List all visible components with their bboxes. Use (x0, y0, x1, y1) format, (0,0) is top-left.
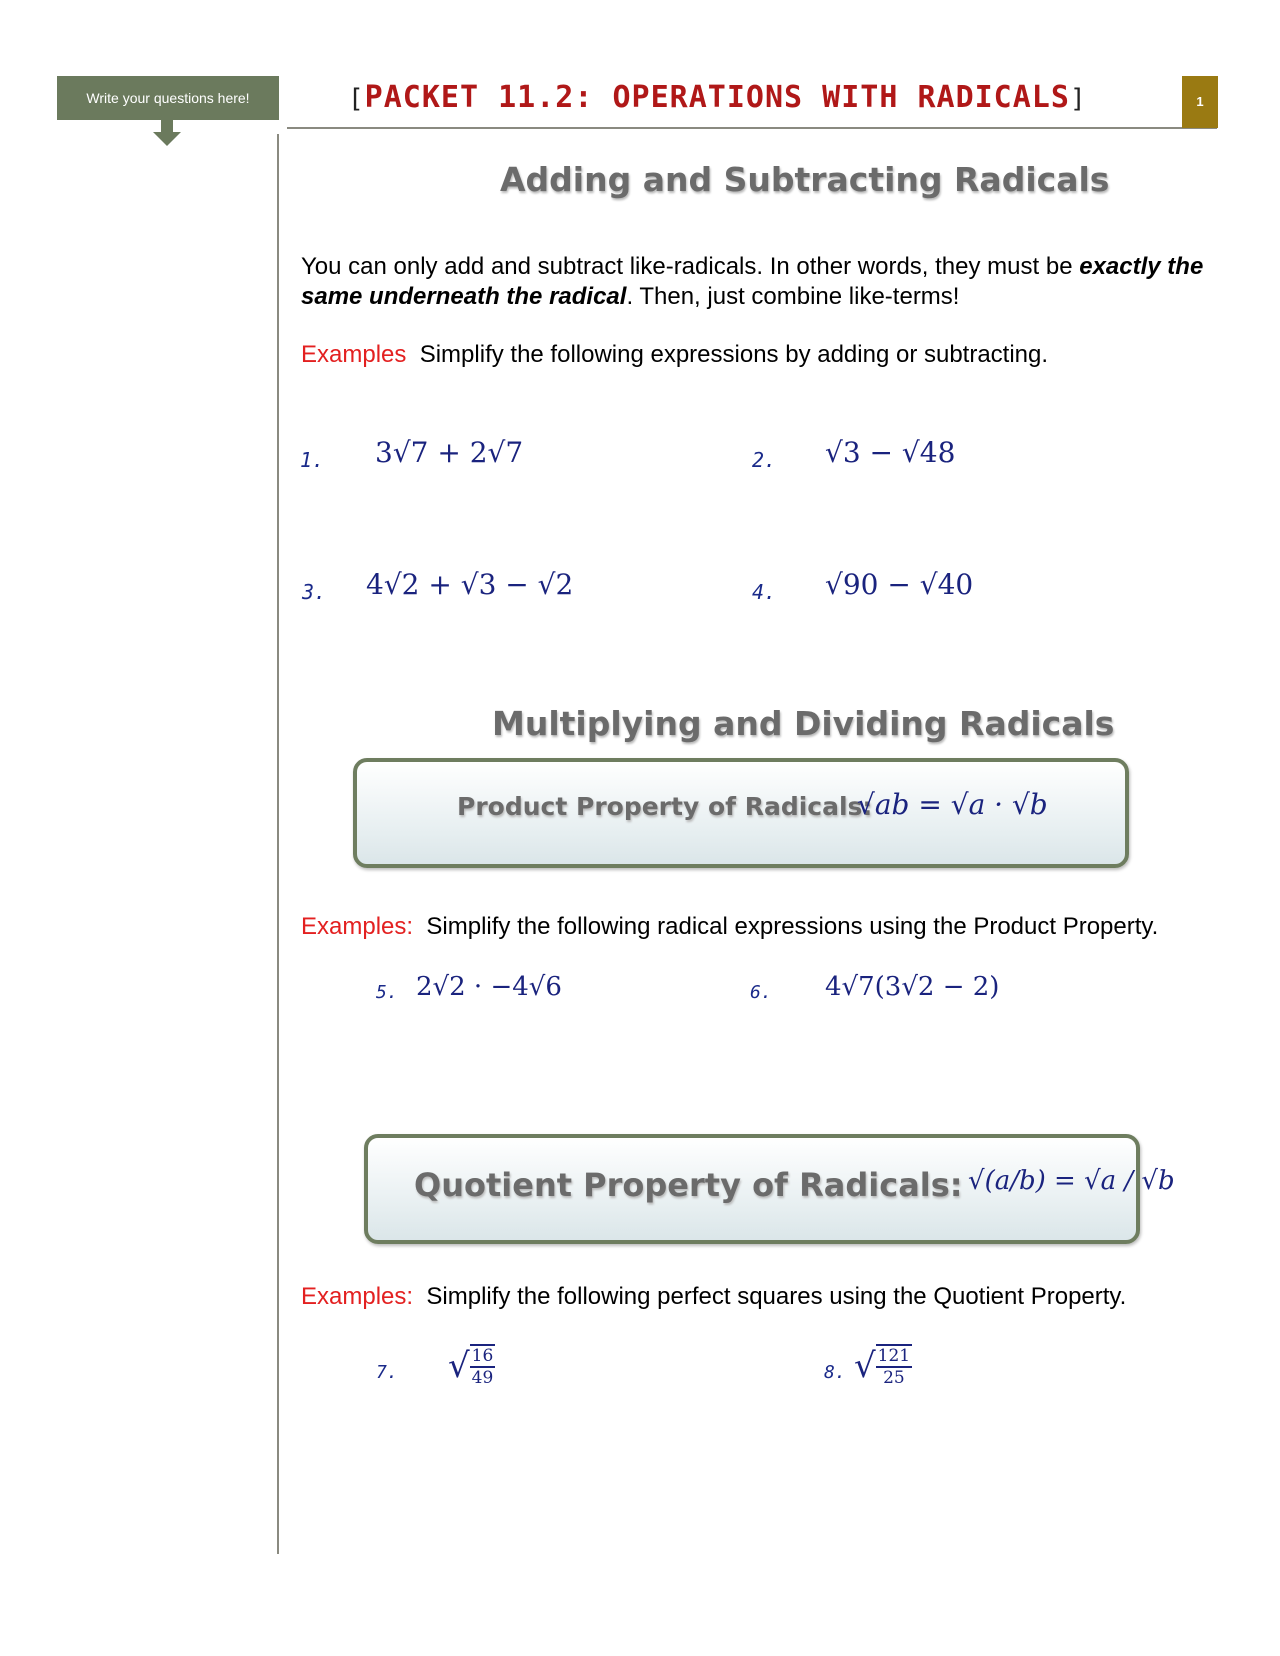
problem-1-expression: 3√7 + 2√7 (375, 436, 524, 469)
problem-3-number: 3. (302, 580, 327, 604)
problem-3-expression: 4√2 + √3 − √2 (366, 568, 574, 601)
examples-line-3: Examples: Simplify the following perfect squares using the Quotient Property. (301, 1283, 1127, 1310)
radical-sign-7: √ (448, 1346, 470, 1386)
heading-multiplying-dividing: Multiplying and Dividing Radicals (492, 704, 1115, 743)
packet-title-text: PACKET 11.2: OPERATIONS WITH RADICALS (364, 80, 1070, 115)
problem-1-number: 1. (300, 448, 325, 472)
problem-8-expression (854, 1344, 912, 1388)
intro-emphasis: exactly the same underneath the radical (301, 253, 1204, 310)
margin-rule (277, 134, 279, 1554)
problem-5-expression: 2√2 · −4√6 (416, 972, 562, 1002)
examples-label-3: Examples: (301, 1283, 414, 1310)
quotient-property-label: Quotient Property of Radicals: (414, 1166, 963, 1204)
heading-adding-subtracting: Adding and Subtracting Radicals (500, 160, 1110, 199)
examples-label-2: Examples: (301, 913, 414, 940)
problem-7-number: 7. (376, 1362, 398, 1383)
problem-5-number: 5. (376, 982, 398, 1003)
problem-4-number: 4. (752, 580, 777, 604)
quotient-property-formula: √(a/b) = √a / √b (968, 1166, 1175, 1196)
examples-label: Examples (301, 341, 407, 368)
down-arrow-icon (153, 120, 181, 146)
intro-paragraph: You can only add and subtract like-radicals. In other words, they must be exactly the same underneath the radical. Then, just combine like-terms! (301, 253, 1204, 310)
problem-4-expression: √90 − √40 (825, 568, 974, 601)
problem-8-numerator: 121 (877, 1346, 911, 1366)
header-rule (287, 127, 1217, 129)
questions-note-label: Write your questions here! (86, 90, 250, 106)
problem-7-denominator: 49 (471, 1368, 494, 1388)
problem-8-denominator: 25 (883, 1368, 905, 1388)
product-property-box (353, 758, 1129, 868)
problem-2-expression: √3 − √48 (825, 436, 956, 469)
problem-6-number: 6. (750, 982, 772, 1003)
radical-sign-8: √ (854, 1346, 876, 1386)
problem-6-expression: 4√7(3√2 − 2) (825, 972, 1000, 1002)
packet-title: [PACKET 11.2: OPERATIONS WITH RADICALS] (348, 80, 1087, 115)
problem-7-expression (448, 1344, 495, 1388)
page-number: 1 (1182, 76, 1218, 128)
problem-2-number: 2. (752, 448, 777, 472)
product-property-formula: √ab = √a · √b (857, 788, 1048, 821)
product-property-label: Product Property of Radicals: (457, 792, 873, 821)
problem-8-number: 8. (824, 1362, 846, 1383)
examples-line-2: Examples: Simplify the following radical expressions using the Product Property. (301, 913, 1159, 940)
quotient-property-box (364, 1134, 1175, 1244)
problem-7-numerator: 16 (471, 1346, 494, 1366)
questions-note-box (57, 76, 279, 120)
examples-line-1: Examples Simplify the following expressions by adding or subtracting. (301, 341, 1049, 368)
